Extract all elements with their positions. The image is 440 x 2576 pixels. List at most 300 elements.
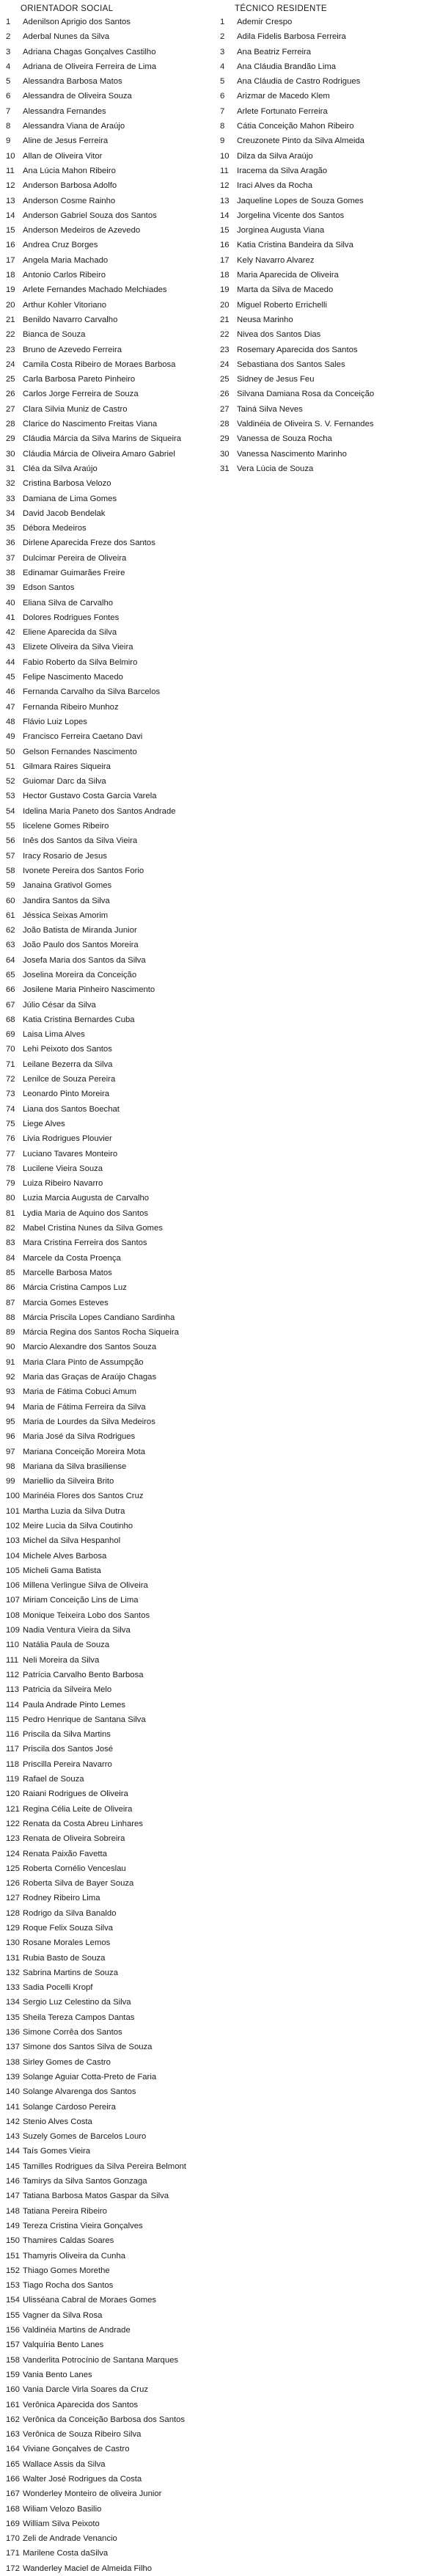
list-item-number: 138 [6,2057,20,2067]
list-item-number: 28 [220,420,230,429]
list-item-number: 110 [6,1641,20,1650]
orientador-list-item [6,1891,219,1905]
list-item-number: 22 [220,330,230,340]
list-item-number: 99 [6,1477,15,1486]
list-item-number: 165 [6,2459,20,2469]
list-item-name: Benildo Navarro Carvalho [23,315,118,324]
list-item-number: 151 [6,2251,20,2261]
list-item-number: 117 [6,1745,20,1754]
list-item-number: 41 [6,613,15,622]
list-item-name: Sabrina Martins de Souza [23,1968,118,1977]
list-item-number: 47 [6,702,15,712]
tecnico-list-item [220,238,433,252]
list-item-number: 24 [220,360,230,369]
list-item-number: 70 [6,1045,15,1054]
orientador-list-item [6,372,219,387]
list-item-number: 34 [6,508,15,518]
list-item-number: 106 [6,1581,20,1591]
list-item-name: Livia Rodrigues Plouvier [23,1134,112,1144]
list-item-number: 157 [6,2340,20,2350]
orientador-list-item [6,1995,219,2010]
list-item-number: 14 [6,211,15,220]
list-item-number: 94 [6,1402,15,1412]
orientador-list-item [6,1698,219,1712]
list-item-number: 158 [6,2355,20,2365]
list-item-number: 32 [6,479,15,489]
list-item-number: 81 [6,1208,15,1218]
list-item-name: Márcia Cristina Campos Luz [23,1283,127,1293]
list-item-name: Allan de Oliveira Vitor [23,151,103,161]
list-item-name: Iracema da Silva Aragão [237,166,328,175]
orientador-list-item [6,833,219,848]
list-item-name: Roque Felix Souza Silva [23,1924,114,1933]
list-item-name: Patrícia Carvalho Bento Barbosa [23,1670,144,1679]
list-item-number: 60 [6,896,15,905]
orientador-list-item [6,1161,219,1176]
tecnico-list-item [220,282,433,297]
list-item-number: 57 [6,851,15,861]
list-item-number: 15 [220,226,230,236]
list-item-number: 76 [6,1134,15,1144]
list-item-number: 168 [6,2504,20,2514]
orientador-list-item [6,1489,219,1503]
orientador-list-item [6,343,219,357]
list-item-name: Sheila Tereza Campos Dantas [23,2013,135,2022]
list-item-number: 8 [6,122,11,131]
orientador-list-item [6,1564,219,1578]
list-item-name: Mabel Cristina Nunes da Silva Gomes [23,1224,163,1233]
tecnico-list-item [220,268,433,282]
list-item-number: 43 [6,643,15,652]
tecnico-list-item [220,447,433,461]
orientador-list-item [6,1533,219,1548]
tecnico-residente-column [220,3,433,476]
list-item-name: Neli Moreira da Silva [23,1655,100,1665]
orientador-list-item [6,729,219,744]
list-item-name: Anderson Barbosa Adolfo [23,181,117,191]
list-item-name: Wiliam Velozo Basilio [23,2504,102,2514]
list-item-name: Renata de Oliveira Sobreira [23,1834,125,1844]
list-item-number: 154 [6,2296,20,2305]
list-item-number: 86 [6,1283,15,1293]
list-item-name: Angela Maria Machado [23,255,109,265]
orientador-list-item [6,670,219,685]
list-item-name: Tainá Silva Neves [237,404,303,414]
list-item-number: 155 [6,2310,20,2320]
list-item-number: 5 [6,77,11,87]
list-item-number: 156 [6,2326,20,2335]
list-item-number: 122 [6,1819,20,1828]
list-item-number: 16 [220,241,230,250]
list-item-name: Sadia Pocelli Kropf [23,1983,93,1993]
orientador-list-item [6,1772,219,1787]
list-item-name: William Silva Peixoto [23,2519,100,2528]
list-item-number: 20 [220,300,230,310]
list-item-name: Maria de Fátima Ferreira da Silva [23,1402,146,1412]
list-item-number: 153 [6,2281,20,2291]
list-item-number: 160 [6,2385,20,2395]
orientador-list-item [6,566,219,580]
orientador-list-item [6,923,219,938]
list-item-number: 169 [6,2519,20,2528]
list-item-number: 83 [6,1238,15,1248]
list-item-number: 59 [6,881,15,891]
list-item-number: 137 [6,2043,20,2052]
list-item-number: 142 [6,2117,20,2126]
list-item-name: Maria de Lourdes da Silva Medeiros [23,1417,155,1426]
list-item-name: Bianca de Souza [23,330,86,340]
list-item-number: 23 [220,345,230,354]
list-item-number: 92 [6,1373,15,1382]
list-item-number: 1 [6,18,11,26]
list-item-number: 89 [6,1328,15,1338]
list-item-number: 100 [6,1492,20,1501]
list-item-name: Mariana da Silva brasiliense [23,1462,127,1471]
orientador-list-item [6,461,219,476]
list-item-name: Alessandra de Oliveira Souza [23,92,132,101]
list-item-number: 40 [6,598,15,607]
orientador-list-item [6,849,219,864]
list-item-name: Tatiana Barbosa Matos Gaspar da Silva [23,2192,169,2201]
orientador-list-item [6,2517,219,2531]
tecnico-list-item [220,327,433,342]
orientador-list-item [6,804,219,819]
list-item-number: 150 [6,2236,20,2246]
list-item-number: 51 [6,762,15,771]
list-item-name: Bruno de Azevedo Ferreira [23,345,122,354]
list-item-number: 105 [6,1566,20,1575]
tecnico-list-item [220,194,433,208]
list-item-name: Vera Lúcia de Souza [237,464,314,473]
list-item-name: Márcia Regina dos Santos Rocha Siqueira [23,1328,179,1338]
list-item-number: 126 [6,1879,20,1889]
list-item-number: 55 [6,822,15,831]
orientador-list-item [6,1757,219,1772]
orientador-list-item [6,2353,219,2368]
orientador-list-item [6,1921,219,1935]
list-item-name: Monique Teixeira Lobo dos Santos [23,1610,150,1620]
list-item-name: Vania Darcle Virla Soares da Cruz [23,2385,148,2395]
orientador-list-item [6,789,219,803]
orientador-list-item [6,640,219,654]
list-item-number: 64 [6,955,15,965]
list-item-number: 136 [6,2028,20,2037]
list-item-name: Alessandra Viana de Araújo [23,122,125,131]
list-item-number: 149 [6,2221,20,2230]
list-item-name: Cláudia Márcia da Silva Marins de Siqueira [23,434,181,444]
tecnico-residente-list [220,15,433,476]
orientador-list-item [6,2100,219,2115]
orientador-list-item [6,1355,219,1370]
orientador-list-item [6,1057,219,1072]
list-item-name: Stenio Alves Costa [23,2117,92,2126]
orientador-list-item [6,1131,219,1146]
list-item-number: 1 [220,18,225,26]
list-item-number: 49 [6,732,15,742]
list-item-number: 30 [6,449,15,459]
list-item-number: 139 [6,2072,20,2081]
orientador-list-item [6,2338,219,2352]
list-item-name: Priscila da Silva Martins [23,1730,111,1740]
list-item-name: Millena Verlingue Silva de Oliveira [23,1581,148,1591]
list-item-number: 164 [6,2445,20,2454]
list-item-name: Ana Beatriz Ferreira [237,47,312,56]
list-item-number: 25 [220,375,230,384]
list-item-number: 130 [6,1938,20,1948]
list-item-name: Vania Bento Lanes [23,2370,92,2379]
list-item-name: Adila Fidelis Barbosa Ferreira [237,32,346,42]
list-item-number: 140 [6,2087,20,2097]
tecnico-list-item [220,298,433,313]
orientador-list-item [6,1400,219,1415]
tecnico-list-item [220,104,433,119]
list-item-name: Sidney de Jesus Feu [237,375,315,384]
list-item-name: Adriana de Oliveira Ferreira de Lima [23,62,157,71]
orientador-list-item [6,492,219,506]
list-item-name: Taís Gomes Vieira [23,2147,91,2156]
list-item-number: 58 [6,866,15,875]
list-item-name: Mariellio da Silveira Brito [23,1477,114,1486]
list-item-name: Idelina Maria Paneto dos Santos Andrade [23,806,176,816]
list-item-number: 26 [6,390,15,399]
orientador-list-item [6,998,219,1012]
orientador-list-item [6,2531,219,2546]
list-item-name: Arthur Kohler Vitoriano [23,300,107,310]
list-item-name: Renata da Costa Abreu Linhares [23,1819,143,1828]
orientador-list-item [6,2427,219,2442]
orientador-list-item [6,2144,219,2159]
list-item-name: Thiago Gomes Morethe [23,2266,110,2275]
list-item-name: Roberta Cornélio Venceslau [23,1864,126,1873]
orientador-list-item [6,1384,219,1399]
list-item-number: 74 [6,1104,15,1114]
list-item-name: Liana dos Santos Boechat [23,1104,120,1114]
list-item-number: 2 [6,32,11,42]
orientador-list-item [6,417,219,431]
list-item-name: Marcele da Costa Proença [23,1253,121,1263]
orientador-list-item [6,2472,219,2486]
orientador-list-item [6,700,219,715]
list-item-name: Renata Paixão Favetta [23,1849,107,1858]
list-item-name: Regina Célia Leite de Oliveira [23,1804,133,1814]
orientador-list-item [6,1102,219,1117]
orientador-list-item [6,2457,219,2472]
list-item-name: Elizete Oliveira da Silva Vieira [23,643,133,652]
list-item-number: 148 [6,2206,20,2216]
tecnico-list-item [220,89,433,103]
orientador-list-item [6,1712,219,1727]
list-item-number: 103 [6,1536,20,1546]
orientador-list-item [6,1429,219,1444]
orientador-list-item [6,536,219,550]
list-item-name: Ana Cláudia Brandão Lima [237,62,337,71]
list-item-name: Arizmar de Macedo Klem [237,92,330,101]
orientador-list-item [6,357,219,372]
list-item-number: 35 [6,524,15,533]
orientador-list-item [6,1027,219,1042]
orientador-list-item [6,223,219,238]
orientador-list-item [6,208,219,223]
list-item-name: Marcia Gomes Esteves [23,1298,109,1307]
list-item-name: Flávio Luiz Lopes [23,717,87,726]
list-item-number: 21 [220,315,230,324]
list-item-name: Tereza Cristina Vieira Gonçalves [23,2221,143,2230]
orientador-list-item [6,2025,219,2040]
orientador-list-item [6,2293,219,2307]
orientador-list-item [6,2174,219,2189]
orientador-list-item [6,1935,219,1950]
list-item-name: Fernanda Carvalho da Silva Barcelos [23,687,161,697]
list-item-number: 56 [6,836,15,846]
list-item-number: 52 [6,777,15,787]
orientador-list-item [6,431,219,446]
list-item-number: 131 [6,1953,20,1963]
tecnico-list-item [220,313,433,327]
list-item-number: 21 [6,315,15,324]
orientador-list-item [6,1668,219,1682]
list-item-number: 11 [220,166,229,175]
list-item-number: 38 [6,568,15,577]
list-item-name: Verônica Aparecida dos Santos [23,2400,139,2409]
list-item-number: 96 [6,1432,15,1442]
orientador-list-item [6,1236,219,1250]
list-item-number: 75 [6,1119,15,1128]
list-item-number: 95 [6,1417,15,1426]
list-item-name: Cláudia Márcia de Oliveira Amaro Gabriel [23,449,175,459]
orientador-list-item [6,2249,219,2263]
orientador-list-item [6,1370,219,1384]
list-item-number: 12 [6,181,15,191]
orientador-list-item [6,1191,219,1205]
list-item-number: 5 [220,77,225,87]
list-item-number: 37 [6,553,15,563]
orientador-list-item [6,2040,219,2054]
list-item-name: Carla Barbosa Pareto Pinheiro [23,375,136,384]
list-item-number: 109 [6,1626,20,1635]
list-item-number: 4 [220,62,225,71]
orientador-list-item [6,1221,219,1236]
orientador-social-header: ORIENTADOR SOCIAL [21,4,114,13]
list-item-number: 167 [6,2489,20,2499]
orientador-list-item [6,1787,219,1801]
list-item-number: 13 [6,196,15,205]
list-item-name: Ivonete Pereira dos Santos Forio [23,866,144,875]
tecnico-list-item [220,119,433,134]
list-item-number: 66 [6,985,15,995]
list-item-number: 77 [6,1149,15,1159]
orientador-list-item [6,1266,219,1280]
list-item-number: 6 [220,92,225,101]
tecnico-list-item [220,74,433,89]
list-item-number: 8 [220,122,225,131]
list-item-name: Iraci Alves da Rocha [237,181,312,191]
list-item-number: 10 [220,151,230,161]
list-item-name: Wanderley Maciel de Almeida Filho [23,2564,153,2573]
list-item-number: 31 [6,464,15,473]
list-item-name: Natália Paula de Souza [23,1641,110,1650]
list-item-name: Creuzonete Pinto da Silva Almeida [237,136,364,146]
list-item-name: Valquíria Bento Lanes [23,2340,104,2350]
orientador-list-item [6,908,219,923]
list-item-name: Cristina Barbosa Velozo [23,479,111,489]
list-item-name: Miguel Roberto Errichelli [237,300,328,310]
list-item-number: 23 [6,345,15,354]
list-item-number: 7 [6,106,11,116]
list-item-name: Rubia Basto de Souza [23,1953,106,1963]
list-item-number: 19 [220,285,230,295]
orientador-list-item [6,894,219,908]
orientador-list-item [6,655,219,670]
list-item-number: 123 [6,1834,20,1844]
list-item-number: 48 [6,717,15,726]
orientador-list-item [6,2502,219,2517]
list-item-name: Maria José da Silva Rodrigues [23,1432,136,1442]
list-item-number: 67 [6,1000,15,1010]
list-item-name: Michele Alves Barbosa [23,1551,107,1561]
list-item-number: 7 [220,106,225,116]
list-item-number: 166 [6,2474,20,2484]
list-item-name: Verônica da Conceição Barbosa dos Santos [23,2415,186,2424]
orientador-list-item [6,1280,219,1295]
tecnico-list-item [220,387,433,401]
list-item-number: 84 [6,1253,15,1263]
list-item-name: Luiza Ribeiro Navarro [23,1179,103,1189]
list-item-number: 17 [220,255,230,265]
orientador-list-item [6,982,219,997]
list-item-name: Luzia Marcia Augusta de Carvalho [23,1194,150,1203]
tecnico-list-item [220,15,433,29]
list-item-number: 172 [6,2564,20,2573]
list-item-name: Lenilce de Souza Pereira [23,1075,116,1084]
orientador-list-item [6,774,219,789]
list-item-name: Sirley Gomes de Castro [23,2057,111,2067]
orientador-list-item [6,2382,219,2397]
list-item-number: 78 [6,1164,15,1173]
list-item-name: Liege Alves [23,1119,65,1128]
orientador-list-item [6,521,219,536]
list-item-number: 113 [6,1685,20,1695]
list-item-name: Eliana Silva de Carvalho [23,598,114,607]
list-item-name: Martha Luzia da Silva Dutra [23,1506,125,1516]
list-item-name: Paula Andrade Pinto Lemes [23,1700,126,1710]
list-item-name: Adenilson Aprigio dos Santos [23,18,131,26]
list-item-name: Laisa Lima Alves [23,1030,85,1040]
list-item-number: 16 [6,241,15,250]
tecnico-list-item [220,149,433,164]
orientador-list-item [6,1727,219,1742]
orientador-list-item [6,1876,219,1891]
list-item-name: Maria Clara Pinto de Assumpção [23,1357,144,1367]
list-item-name: Márcia Priscila Lopes Candiano Sardinha [23,1313,175,1322]
orientador-list-item [6,938,219,952]
list-item-number: 2 [220,32,225,42]
orientador-list-item [6,1817,219,1831]
list-item-name: Sebastiana dos Santos Sales [237,360,345,369]
orientador-list-item [6,1504,219,1519]
orientador-list-item [6,685,219,699]
orientador-list-item [6,759,219,774]
orientador-social-list [6,15,219,2576]
orientador-list-item [6,596,219,610]
list-item-number: 80 [6,1194,15,1203]
list-item-number: 71 [6,1059,15,1069]
list-item-number: 62 [6,926,15,935]
orientador-list-item [6,2233,219,2248]
list-item-name: Lucilene Vieira Souza [23,1164,103,1173]
orientador-list-item [6,2159,219,2174]
list-item-number: 27 [6,404,15,414]
orientador-list-item [6,15,219,29]
